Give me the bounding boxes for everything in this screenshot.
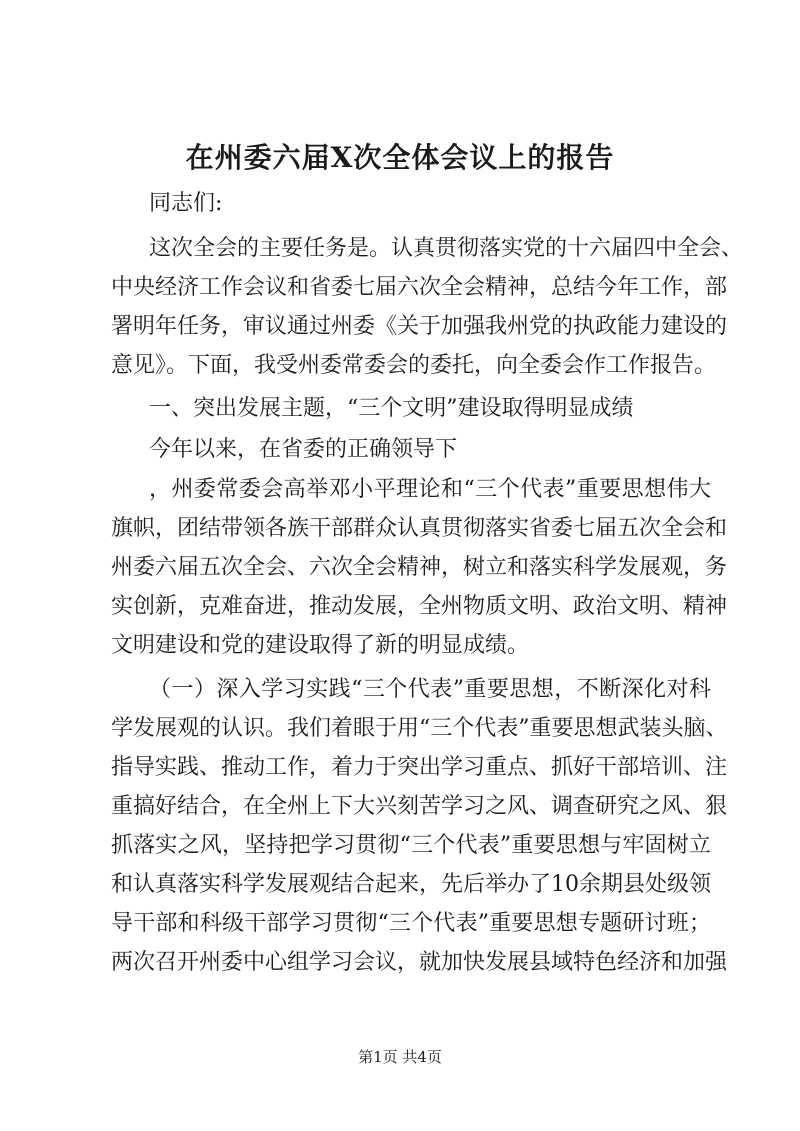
body-line: 抓落实之风，坚持把学习贯彻“三个代表”重要思想与牢固树立 <box>111 833 711 858</box>
body-line: 署明年任务，审议通过州委《关于加强我州党的执政能力建设的 <box>111 314 728 339</box>
body-line: 指导实践、推动工作，着力于突出学习重点、抓好干部培训、注 <box>111 755 728 780</box>
page-number: 第1页 共4页 <box>358 1048 442 1066</box>
section-heading: 一、突出发展主题，“三个文明”建设取得明显成绩 <box>149 396 634 421</box>
body-line: 意见》。下面，我受州委常委会的委托，向全委会作工作报告。 <box>111 353 717 378</box>
body-line: 重搞好结合，在全州上下大兴刻苦学习之风、调查研究之风、狠 <box>111 794 728 819</box>
body-line: 这次全会的主要任务是。认真贯彻落实党的十六届四中全会、 <box>149 236 744 261</box>
body-line: 学发展观的认识。我们着眼于用“三个代表”重要思想武装头脑、 <box>111 716 728 741</box>
body-line: 旗帜，团结带领各族干部群众认真贯彻落实省委七届五次全会和 <box>111 516 728 541</box>
body-line: ，州委常委会高举邓小平理论和“三个代表”重要思想伟大 <box>149 477 711 502</box>
body-line: 导干部和科级干部学习贯彻“三个代表”重要思想专题研讨班； <box>111 911 711 936</box>
body-line: 今年以来，在省委的正确领导下 <box>149 437 458 462</box>
document-title: 在州委六届X次全体会议上的报告 <box>185 141 615 174</box>
body-line: 州委六届五次全会、六次全会精神，树立和落实科学发展观，务 <box>111 555 728 580</box>
body-line: 实创新，克难奋进，推动发展，全州物质文明、政治文明、精神 <box>111 594 728 619</box>
body-line: 中央经济工作会议和省委七届六次全会精神，总结今年工作，部 <box>111 275 728 300</box>
body-line: 文明建设和党的建设取得了新的明显成绩。 <box>111 633 530 658</box>
subsection-heading-line: （一）深入学习实践“三个代表”重要思想，不断深化对科 <box>149 677 711 702</box>
salutation-line: 同志们: <box>149 191 223 216</box>
body-line: 和认真落实科学发展观结合起来，先后举办了10余期县处级领 <box>111 872 711 897</box>
body-line: 两次召开州委中心组学习会议，就加快发展县域特色经济和加强 <box>111 950 728 975</box>
